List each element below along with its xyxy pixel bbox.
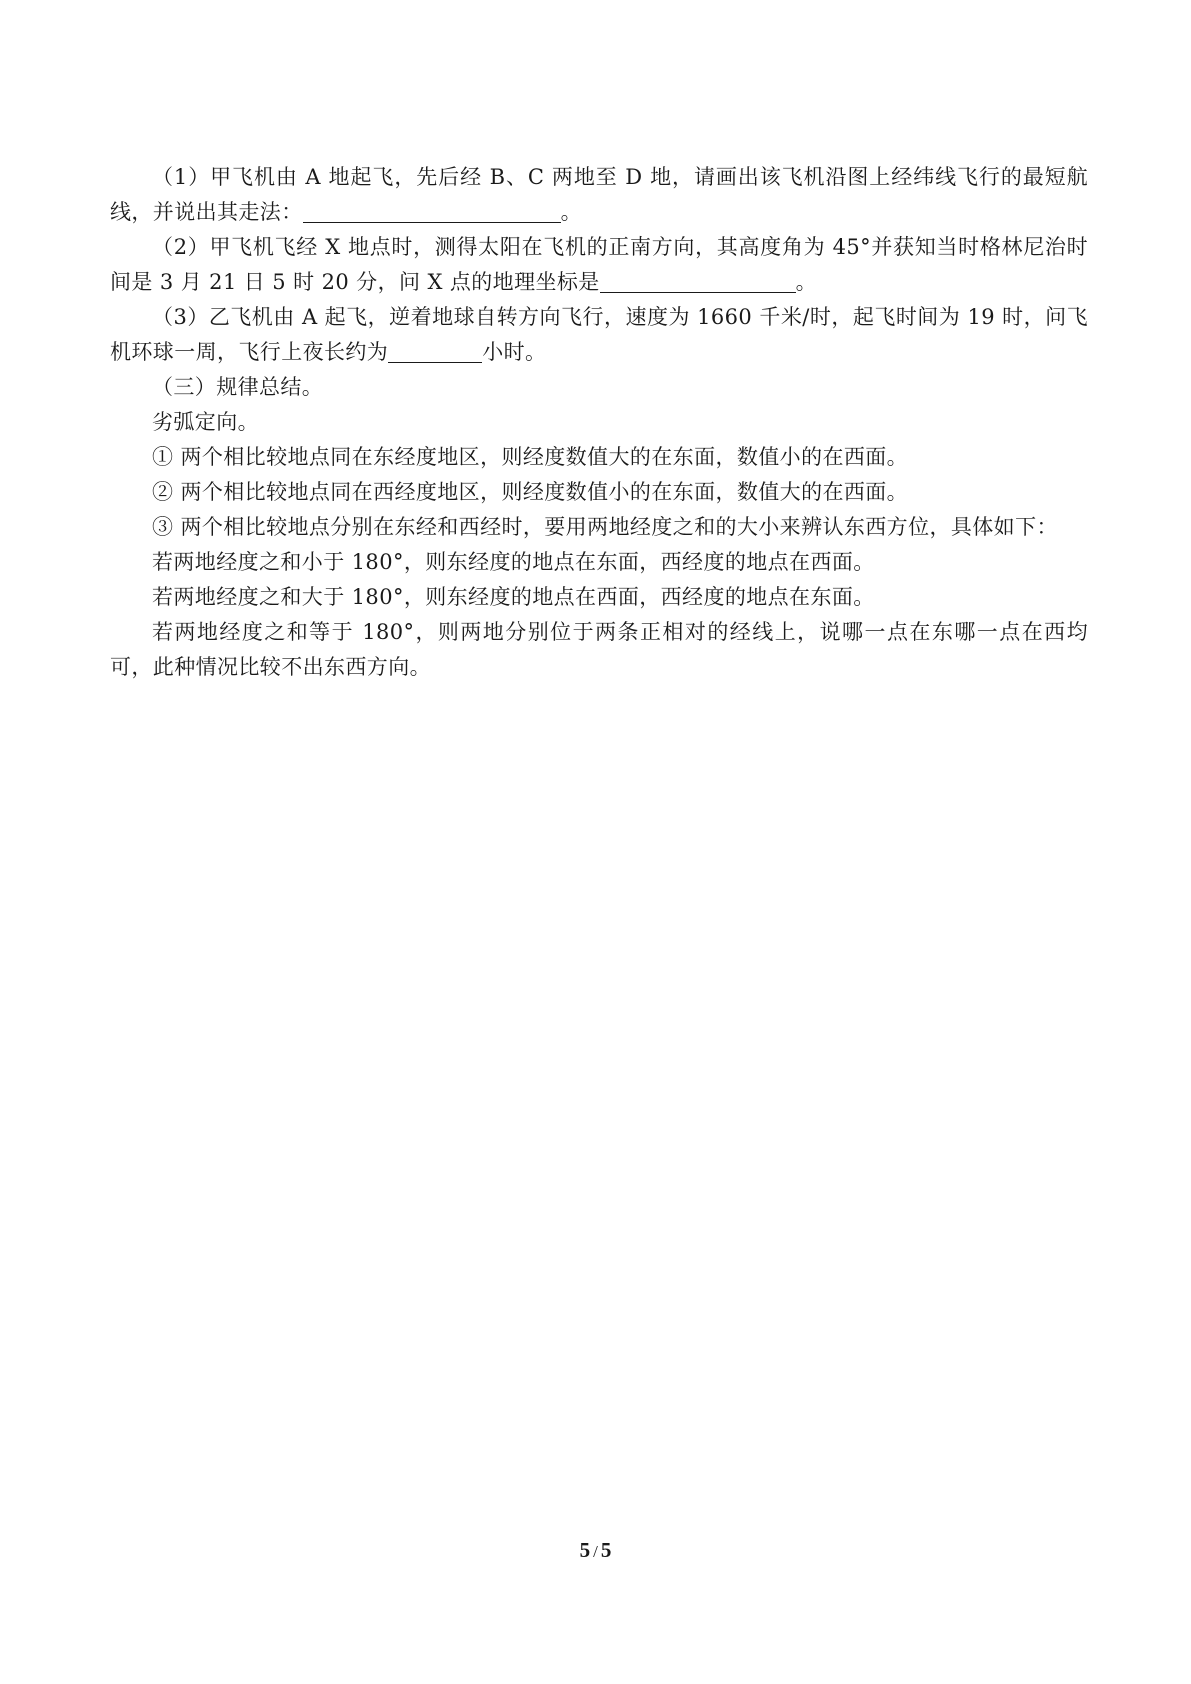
question-3 bbox=[110, 300, 1088, 370]
rule-2: ② 两个相比较地点同在西经度地区，则经度数值小的在东面，数值大的在西面。 bbox=[152, 480, 909, 504]
question-3-text: （3）乙飞机由 A 起飞，逆着地球自转方向飞行，速度为 1660 千米/时，起飞时间为 19 时，问飞机环球一周，飞行上夜长约为 bbox=[110, 305, 1088, 364]
question-1-text: （1）甲飞机由 A 地起飞，先后经 B、C 两地至 D 地，请画出该飞机沿图上经纬线飞行的最短航线，并说出其走法： bbox=[110, 165, 1088, 224]
case-sum-less-than-180: 若两地经度之和小于 180°，则东经度的地点在东面，西经度的地点在西面。 bbox=[152, 550, 875, 574]
answer-blank-3[interactable] bbox=[388, 340, 482, 363]
page-separator: / bbox=[593, 1542, 598, 1561]
rule-1: ① 两个相比较地点同在东经度地区，则经度数值大的在东面，数值小的在西面。 bbox=[152, 445, 909, 469]
page-number bbox=[0, 1538, 1191, 1563]
summary-subheading: 劣弧定向。 bbox=[152, 410, 259, 434]
current-page: 5 bbox=[579, 1538, 591, 1562]
document-body bbox=[110, 160, 1088, 685]
question-2-text: （2）甲飞机飞经 X 地点时，测得太阳在飞机的正南方向，其高度角为 45°并获知当时格林尼治时间是 3 月 21 日 5 时 20 分，问 X 点的地理坐标是 bbox=[110, 235, 1088, 294]
answer-blank-2[interactable] bbox=[600, 270, 796, 293]
question-1-end: 。 bbox=[560, 200, 583, 224]
rule-3: ③ 两个相比较地点分别在东经和西经时，要用两地经度之和的大小来辨认东西方位，具体如下： bbox=[152, 515, 1058, 539]
question-1 bbox=[110, 160, 1088, 230]
question-2 bbox=[110, 230, 1088, 300]
total-pages: 5 bbox=[600, 1538, 612, 1562]
case-sum-equal-180: 若两地经度之和等于 180°，则两地分别位于两条正相对的经线上，说哪一点在东哪一点在西均可，此种情况比较不出东西方向。 bbox=[110, 620, 1088, 679]
question-3-end: 小时。 bbox=[482, 340, 547, 364]
case-sum-greater-than-180: 若两地经度之和大于 180°，则东经度的地点在西面，西经度的地点在东面。 bbox=[152, 585, 875, 609]
question-2-end: 。 bbox=[795, 270, 818, 294]
answer-blank-1[interactable] bbox=[303, 200, 561, 223]
summary-heading: （三）规律总结。 bbox=[152, 375, 324, 399]
